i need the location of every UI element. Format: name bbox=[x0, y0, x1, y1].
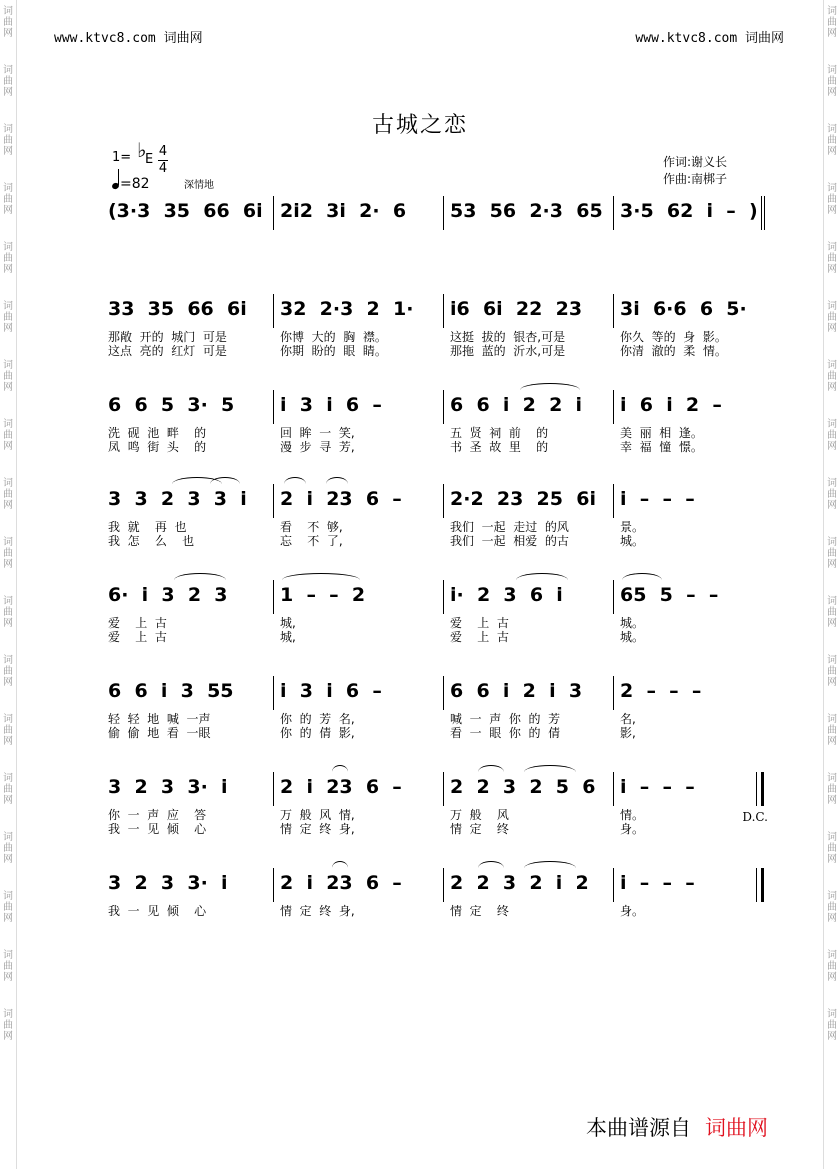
slur bbox=[326, 477, 348, 484]
watermark-text: 词 曲 网 bbox=[827, 773, 837, 806]
bar-line bbox=[613, 676, 614, 710]
measure-notes: 2 2 3 2 5 6 bbox=[450, 776, 596, 798]
bar-line bbox=[273, 676, 274, 710]
watermark-text: 词 曲 网 bbox=[3, 183, 13, 216]
bar-line bbox=[613, 294, 614, 328]
lyric-verse-2: 你期 盼的 眼 睛。 bbox=[280, 344, 387, 358]
measure-notes: 2 i 23 6 – bbox=[280, 488, 402, 510]
slur bbox=[478, 765, 504, 772]
lyric-verse-1: 你 的 芳 名, bbox=[280, 712, 355, 726]
composer: 作曲:南梆子 bbox=[663, 172, 728, 186]
slur bbox=[516, 573, 568, 580]
measure-notes: 2 i 23 6 – bbox=[280, 776, 402, 798]
measure-notes: 6 6 i 3 55 bbox=[108, 680, 234, 702]
bar-line bbox=[764, 196, 765, 230]
bar-line bbox=[443, 390, 444, 424]
lyric-verse-1: 轻 轻 地 喊 一声 bbox=[108, 712, 211, 726]
lyric-verse-2: 身。 bbox=[620, 822, 645, 836]
watermark-text: 词 曲 网 bbox=[3, 655, 13, 688]
measure-notes: 6 6 i 2 2 i bbox=[450, 394, 583, 416]
watermark-text: 词 曲 网 bbox=[3, 124, 13, 157]
watermark-text: 词 曲 网 bbox=[3, 891, 13, 924]
lyric-verse-1: 我们 一起 走过 的风 bbox=[450, 520, 569, 534]
watermark-text: 词 曲 网 bbox=[3, 1009, 13, 1042]
watermark-text: 词 曲 网 bbox=[3, 6, 13, 39]
left-watermark-strip bbox=[1, 0, 15, 1169]
bar-line bbox=[443, 484, 444, 518]
measure-notes: 6 6 5 3· 5 bbox=[108, 394, 235, 416]
flat-symbol: ♭ bbox=[137, 138, 147, 162]
slur bbox=[524, 861, 576, 868]
watermark-text: 词 曲 网 bbox=[827, 891, 837, 924]
measure-notes: 6 6 i 2 i 3 bbox=[450, 680, 583, 702]
lyric-verse-2: 你清 澈的 柔 情。 bbox=[620, 344, 727, 358]
expression-marking: 深情地 bbox=[184, 180, 214, 191]
lyric-verse-1: 你久 等的 身 影。 bbox=[620, 330, 727, 344]
right-margin-line bbox=[823, 0, 824, 1169]
lyric-verse-2: 我 一 见 倾 心 bbox=[108, 822, 207, 836]
lyric-verse-2: 情 定 终 bbox=[450, 822, 509, 836]
key-signature bbox=[112, 138, 154, 167]
watermark-text: 词 曲 网 bbox=[3, 478, 13, 511]
watermark-text: 词 曲 网 bbox=[3, 360, 13, 393]
watermark-text: 词 曲 网 bbox=[3, 419, 13, 452]
key-prefix: 1= bbox=[112, 150, 132, 165]
tempo-value: =82 bbox=[120, 176, 150, 192]
measure-notes: i 3 i 6 – bbox=[280, 680, 382, 702]
watermark-text: 词 曲 网 bbox=[827, 537, 837, 570]
lyric-verse-2: 我们 一起 相爱 的古 bbox=[450, 534, 569, 548]
measure-notes: 2 i 23 6 – bbox=[280, 872, 402, 894]
watermark-text: 词 曲 网 bbox=[3, 950, 13, 983]
double-bar-line bbox=[756, 868, 757, 902]
watermark-text: 词 曲 网 bbox=[827, 419, 837, 452]
slur bbox=[524, 765, 576, 772]
measure-notes: 32 2·3 2 1· bbox=[280, 298, 414, 320]
lyric-verse-2: 书 圣 故 里 的 bbox=[450, 440, 549, 454]
watermark-text: 词 曲 网 bbox=[827, 596, 837, 629]
lyric-verse-1: 名, bbox=[620, 712, 636, 726]
watermark-text: 词 曲 网 bbox=[827, 183, 837, 216]
right-watermark-strip bbox=[825, 0, 839, 1169]
watermark-text: 词 曲 网 bbox=[827, 6, 837, 39]
watermark-text: 词 曲 网 bbox=[827, 478, 837, 511]
lyric-verse-2: 幸 福 憧 憬。 bbox=[620, 440, 703, 454]
slur bbox=[332, 861, 348, 868]
lyric-verse-1: 五 贤 祠 前 的 bbox=[450, 426, 549, 440]
bar-line bbox=[273, 196, 274, 230]
slur bbox=[282, 573, 360, 580]
bar-line bbox=[613, 390, 614, 424]
measure-notes: 3 3 2 3 3 i bbox=[108, 488, 247, 510]
double-bar-line bbox=[756, 772, 757, 806]
measure-notes: i· 2 3 6 i bbox=[450, 584, 563, 606]
measure-notes: 2 2 3 2 i 2 bbox=[450, 872, 589, 894]
footer-text: 本曲谱源自 bbox=[586, 1116, 691, 1140]
watermark-text: 词 曲 网 bbox=[827, 242, 837, 275]
bar-line bbox=[273, 294, 274, 328]
slur bbox=[520, 383, 580, 390]
watermark-text: 词 曲 网 bbox=[827, 714, 837, 747]
bar-line bbox=[613, 196, 614, 230]
bar-line bbox=[761, 772, 764, 806]
lyric-verse-1: 景。 bbox=[620, 520, 645, 534]
lyric-verse-1: 洗 砚 池 畔 的 bbox=[108, 426, 207, 440]
bar-line bbox=[761, 196, 762, 230]
lyric-verse-1: 你 一 声 应 答 bbox=[108, 808, 207, 822]
lyricist: 作词:谢义长 bbox=[663, 155, 728, 169]
lyric-verse-1: 那敞 开的 城门 可是 bbox=[108, 330, 227, 344]
measure-notes: i – – – bbox=[620, 776, 695, 798]
lyric-verse-1: 万 般 风 bbox=[450, 808, 509, 822]
watermark-text: 词 曲 网 bbox=[827, 65, 837, 98]
bar-line bbox=[273, 580, 274, 614]
header-site-right[interactable]: www.ktvc8.com 词曲网 bbox=[635, 31, 784, 46]
watermark-text: 词 曲 网 bbox=[3, 773, 13, 806]
bar-line bbox=[443, 580, 444, 614]
measure-notes: i 6 i 2 – bbox=[620, 394, 722, 416]
slur bbox=[478, 861, 504, 868]
watermark-text: 词 曲 网 bbox=[827, 124, 837, 157]
measure-notes: 2i2 3i 2· 6 bbox=[280, 200, 407, 222]
lyric-verse-2: 忘 不 了, bbox=[280, 534, 343, 548]
lyric-verse-1: 回 眸 一 笑, bbox=[280, 426, 355, 440]
lyric-verse-2: 城。 bbox=[620, 534, 645, 548]
time-signature-top: 4 bbox=[158, 144, 168, 159]
measure-notes: 2·2 23 25 6i bbox=[450, 488, 596, 510]
lyric-verse-1: 情 定 终 身, bbox=[280, 904, 355, 918]
time-signature bbox=[158, 144, 168, 177]
lyric-verse-2: 爱 上 古 bbox=[450, 630, 509, 644]
bar-line bbox=[613, 868, 614, 902]
watermark-text: 词 曲 网 bbox=[827, 360, 837, 393]
lyric-verse-2: 凤 鸣 街 头 的 bbox=[108, 440, 207, 454]
lyric-verse-1: 看 不 够, bbox=[280, 520, 343, 534]
measure-notes: 65 5 – – bbox=[620, 584, 719, 606]
lyric-verse-2: 爱 上 古 bbox=[108, 630, 167, 644]
lyric-verse-2: 情 定 终 身, bbox=[280, 822, 355, 836]
slur bbox=[174, 573, 226, 580]
lyric-verse-2: 你 的 倩 影, bbox=[280, 726, 355, 740]
measure-notes: 1 – – 2 bbox=[280, 584, 366, 606]
bar-line bbox=[443, 294, 444, 328]
bar-line bbox=[273, 868, 274, 902]
lyric-verse-2: 看 一 眼 你 的 倩 bbox=[450, 726, 561, 740]
lyric-verse-2: 偷 偷 地 看 一眼 bbox=[108, 726, 211, 740]
da-capo-mark: D.C. bbox=[742, 810, 768, 824]
watermark-text: 词 曲 网 bbox=[3, 714, 13, 747]
watermark-text: 词 曲 网 bbox=[3, 301, 13, 334]
key-letter: E bbox=[145, 152, 154, 167]
measure-notes: 33 35 66 6i bbox=[108, 298, 247, 320]
measure-notes: i6 6i 22 23 bbox=[450, 298, 583, 320]
bar-line bbox=[273, 484, 274, 518]
footer-source bbox=[586, 1112, 768, 1142]
watermark-text: 词 曲 网 bbox=[827, 832, 837, 865]
watermark-text: 词 曲 网 bbox=[827, 301, 837, 334]
bar-line bbox=[761, 868, 764, 902]
measure-notes: 3i 6·6 6 5· bbox=[620, 298, 747, 320]
lyric-verse-1: 情 定 终 bbox=[450, 904, 509, 918]
lyric-verse-1: 喊 一 声 你 的 芳 bbox=[450, 712, 561, 726]
measure-notes: 53 56 2·3 65 bbox=[450, 200, 603, 222]
measure-notes: (3·3 35 66 6i bbox=[108, 200, 263, 222]
measure-notes: 2 – – – bbox=[620, 680, 702, 702]
lyric-verse-1: 我 一 见 倾 心 bbox=[108, 904, 207, 918]
bar-line bbox=[273, 390, 274, 424]
bar-line bbox=[443, 676, 444, 710]
slur bbox=[284, 477, 306, 484]
footer-brand[interactable]: 词曲网 bbox=[705, 1116, 768, 1140]
measure-notes: 3·5 62 i – ) bbox=[620, 200, 758, 222]
watermark-text: 词 曲 网 bbox=[3, 596, 13, 629]
lyric-verse-1: 情。 bbox=[620, 808, 645, 822]
watermark-text: 词 曲 网 bbox=[827, 950, 837, 983]
lyric-verse-2: 我 怎 么 也 bbox=[108, 534, 195, 548]
lyric-verse-2: 影, bbox=[620, 726, 636, 740]
watermark-text: 词 曲 网 bbox=[827, 655, 837, 688]
song-title: 古城之恋 bbox=[371, 113, 468, 138]
time-signature-bottom: 4 bbox=[158, 161, 168, 176]
watermark-text: 词 曲 网 bbox=[3, 537, 13, 570]
lyric-verse-1: 这挺 拔的 银杏,可是 bbox=[450, 330, 566, 344]
tempo-marking bbox=[112, 172, 150, 192]
lyric-verse-2: 这点 亮的 红灯 可是 bbox=[108, 344, 227, 358]
measure-notes: 3 2 3 3· i bbox=[108, 872, 228, 894]
left-margin-line bbox=[16, 0, 17, 1169]
slur bbox=[332, 765, 348, 772]
slur bbox=[210, 477, 240, 484]
lyric-verse-2: 城。 bbox=[620, 630, 645, 644]
watermark-text: 词 曲 网 bbox=[3, 832, 13, 865]
measure-notes: 3 2 3 3· i bbox=[108, 776, 228, 798]
lyric-verse-1: 你博 大的 胸 襟。 bbox=[280, 330, 387, 344]
lyric-verse-1: 爱 上 古 bbox=[450, 616, 509, 630]
lyric-verse-2: 那拖 蓝的 沂水,可是 bbox=[450, 344, 566, 358]
lyric-verse-1: 美 丽 相 逢。 bbox=[620, 426, 703, 440]
bar-line bbox=[273, 772, 274, 806]
lyric-verse-2: 城, bbox=[280, 630, 296, 644]
measure-notes: i 3 i 6 – bbox=[280, 394, 382, 416]
lyric-verse-1: 身。 bbox=[620, 904, 645, 918]
bar-line bbox=[613, 580, 614, 614]
slur bbox=[622, 573, 662, 580]
measure-notes: 6· i 3 2 3 bbox=[108, 584, 228, 606]
bar-line bbox=[613, 484, 614, 518]
lyric-verse-1: 万 般 风 情, bbox=[280, 808, 355, 822]
lyric-verse-1: 城, bbox=[280, 616, 296, 630]
watermark-text: 词 曲 网 bbox=[3, 65, 13, 98]
header-site-left[interactable]: www.ktvc8.com 词曲网 bbox=[54, 31, 203, 46]
measure-notes: i – – – bbox=[620, 872, 695, 894]
watermark-text: 词 曲 网 bbox=[827, 1009, 837, 1042]
bar-line bbox=[443, 196, 444, 230]
lyric-verse-1: 城。 bbox=[620, 616, 645, 630]
bar-line bbox=[443, 772, 444, 806]
lyric-verse-2: 漫 步 寻 芳, bbox=[280, 440, 355, 454]
lyric-verse-1: 我 就 再 也 bbox=[108, 520, 187, 534]
bar-line bbox=[443, 868, 444, 902]
lyric-verse-1: 爱 上 古 bbox=[108, 616, 167, 630]
bar-line bbox=[613, 772, 614, 806]
measure-notes: i – – – bbox=[620, 488, 695, 510]
watermark-text: 词 曲 网 bbox=[3, 242, 13, 275]
